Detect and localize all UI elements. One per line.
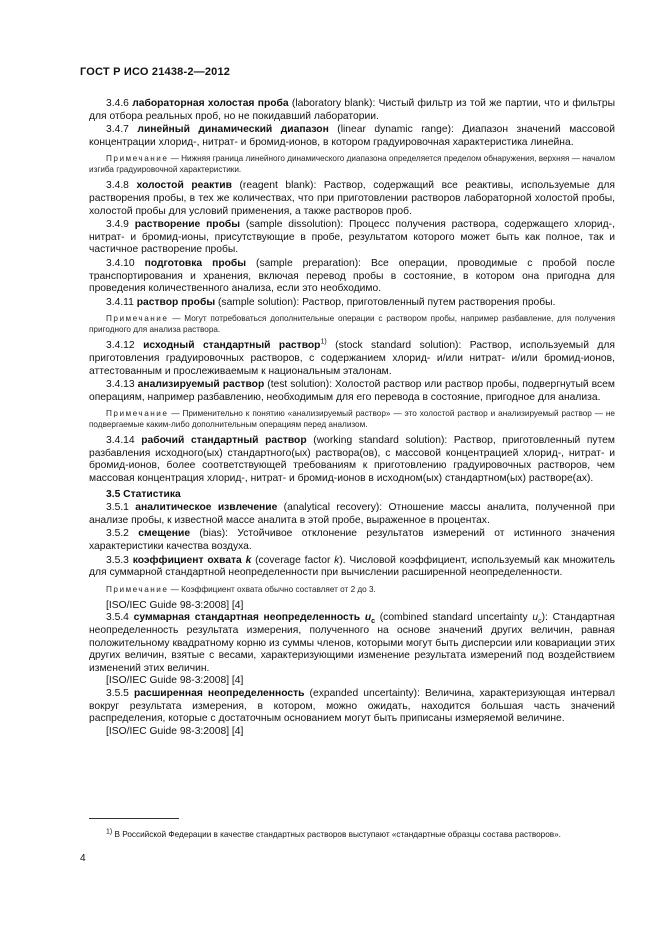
term: линейный динамический диапазон	[137, 124, 329, 136]
term: суммарная стандартная неопределенность	[133, 612, 361, 624]
definition-3-4-10	[89, 258, 615, 296]
footnote-mark: 1)	[106, 828, 113, 836]
term-symbol: k	[245, 554, 252, 566]
note-text: — Могут потребоваться дополнительные операции с раствором пробы, например разбавление, для получения пригодного для анализа раствора.	[89, 314, 615, 335]
definition-3-5-2	[89, 528, 615, 553]
term: смещение	[138, 528, 191, 540]
footnote	[89, 829, 615, 840]
definition-text-pre: (combined standard uncertainty	[375, 612, 533, 624]
inline-symbol: u	[532, 612, 539, 624]
definition-3-5-5	[89, 688, 615, 726]
document-body	[89, 98, 615, 738]
clause-number: 3.5.2	[106, 528, 129, 540]
definition-text-pre: (coverage factor	[251, 554, 335, 566]
clause-number: 3.4.10	[106, 257, 135, 269]
term: холостой реактив	[136, 180, 232, 192]
term: подготовка пробы	[144, 257, 247, 269]
definition-3-4-13	[89, 379, 615, 404]
footnote-reference[interactable]: 1)	[320, 338, 327, 346]
definition-text: (analytical recovery): Отношение массы аналита, полученной при анализе пробы, к известной массе аналита в этой пробе, выраженное в процентах.	[89, 502, 615, 526]
term: расширенная неопределенность	[133, 687, 305, 699]
note-1	[89, 153, 615, 175]
clause-number: 3.4.6	[106, 98, 129, 109]
definition-text: ). Числовой коэффициент, используемый как множитель для суммарной стандартной неопределенности при вычислении расширенной неопределенности.	[89, 554, 615, 579]
note-text: — Нижняя граница линейного динамического диапазона определяется пределом обнаружения, верхняя — началом изгиба градуировочной характеристики.	[89, 154, 615, 175]
clause-number: 3.4.13	[106, 379, 135, 391]
term: анализируемый раствор	[137, 379, 265, 391]
term: аналитическое извлечение	[135, 502, 278, 514]
definition-text: (reagent blank): Раствор, содержащий все реактивы, используемые для растворения пробы, в тех же количествах, что при приготовлении растворов лабораторной холостой пробы, холостой пробы для условий применения, а также растворов проб.	[89, 180, 615, 217]
clause-number: 3.4.11	[106, 296, 134, 308]
definition-text: (linear dynamic range): Диапазон значений массовой концентрации хлорид-, нитрат- и бромид-ионов, в котором градуировочная характеристика линейна.	[89, 124, 615, 148]
definition-3-5-1	[89, 502, 615, 527]
note-label: Примечание	[106, 154, 169, 164]
definition-text: (sample dissolution): Процесс получения раствора, содержащего хлорид-, нитрат- и бромид-ионы, присутствующие в пробе, результатом которого может быть как полное, так и частичное растворение пробы.	[89, 219, 615, 256]
definition-text: (stock standard solution): Раствор, используемый для приготовления градуировочных растворов, с содержанием хлорид- и/или нитрат- и/или бромид-ионов, аттестованным и прослеживаемым к национальным эталонам.	[89, 340, 615, 377]
definition-text: (bias): Устойчивое отклонение результатов измерений от истинного значения характеристики качества воздуха.	[89, 528, 615, 553]
inline-symbol-subscript: c	[538, 618, 542, 626]
term: рабочий стандартный раствор	[141, 435, 307, 447]
note-label: Примечание	[106, 314, 169, 324]
definition-text: (laboratory blank): Чистый фильтр из той же партии, что и фильтры для отбора реальных проб, но не покидавший лаборатории.	[89, 98, 615, 122]
term-symbol: u	[364, 612, 372, 624]
clause-number: 3.4.8	[106, 180, 129, 192]
term: коэффициент охвата	[132, 554, 242, 566]
definition-3-4-14	[89, 435, 615, 485]
definition-text: (test solution): Холостой раствор или раствор пробы, подвергнутый всем операциям, например разбавлению, необходимым для его перевода в состояние, пригодное для анализа.	[89, 379, 615, 403]
reference-3: [ISO/IEC Guide 98-3:2008] [4]	[106, 725, 244, 737]
note-3	[89, 408, 615, 430]
term: растворение пробы	[134, 219, 241, 231]
footnote-separator	[89, 818, 179, 819]
definition-3-4-12	[89, 340, 615, 378]
note-text: — Применительно к понятию «анализируемый раствор» — это холостой раствор и анализируемый раствор — не подвергаемые каким-либо дополнительным операциям перед анализом.	[89, 409, 615, 430]
note-label: Примечание	[106, 584, 169, 594]
note-text: — Коэффициент охвата обычно составляет от 2 до 3.	[168, 584, 376, 594]
note-4	[89, 584, 615, 595]
definition-3-5-4	[89, 612, 615, 675]
clause-number: 3.4.9	[106, 219, 129, 231]
clause-number: 3.4.14	[106, 435, 135, 447]
term: лабораторная холостая проба	[132, 98, 289, 109]
document-header: ГОСТ Р ИСО 21438-2—2012	[80, 66, 231, 78]
clause-number: 3.4.12	[106, 340, 135, 352]
inline-symbol: k	[334, 554, 340, 566]
reference-1: [ISO/IEC Guide 98-3:2008] [4]	[106, 599, 244, 611]
clause-number: 3.5.5	[106, 687, 129, 699]
clause-number: 3.5.1	[106, 502, 129, 514]
definition-3-4-9	[89, 219, 615, 257]
term: раствор пробы	[136, 296, 216, 308]
term: исходный стандартный раствор	[143, 340, 321, 352]
definition-3-4-8	[89, 180, 615, 218]
definition-3-5-3	[89, 555, 615, 580]
definition-text: (working standard solution): Раствор, приготовленный путем разбавления исходного(ых) стандартного(ых) раствора(ов), с массовой концентрацией хлорид-, нитрат- и бромид-ионов, более соответствующей требованиям к приготовлению градуировочных растворов, чем массовая концентрация хлорид-, нитрат- и бромид-ионов в исходном(ых) стандартном(ых) растворе(ах).	[89, 435, 615, 485]
note-2	[89, 313, 615, 335]
definition-text: (sample solution): Раствор, приготовленный путем растворения пробы.	[215, 296, 556, 308]
definition-3-4-11	[89, 297, 615, 310]
clause-number: 3.5.3	[106, 554, 129, 566]
definition-text: (sample preparation): Все операции, проводимые с пробой после транспортирования и хранения, включая перевод пробы в состояние, в котором она пригодна для проведения количественного анализа, если это необходимо.	[89, 257, 615, 295]
reference-2: [ISO/IEC Guide 98-3:2008] [4]	[106, 675, 244, 687]
term-symbol-subscript: c	[371, 618, 376, 626]
note-label: Примечание	[106, 409, 169, 419]
page-number: 4	[80, 853, 86, 864]
footnote-text: В Российской Федерации в качестве стандартных растворов выступают «стандартные образцы состава растворов».	[112, 830, 561, 840]
clause-number: 3.5.4	[106, 612, 129, 624]
section-heading-3-5: 3.5 Статистика	[106, 488, 181, 500]
definition-text: (expanded uncertainty): Величина, характеризующая интервал вокруг результата измерения, в котором, можно ожидать, находится большая часть значений распределения, которые с достаточным основанием могут быть приписаны измеряемой величине.	[89, 687, 616, 725]
definition-3-4-7	[89, 124, 615, 149]
definition-3-4-6	[89, 98, 615, 123]
definition-text: ): Стандартная неопределенность результата измерения, полученного на основе значений других величин, равная положительному квадратному корню из суммы членов, которыми могут быть дисперсии или ковариации этих других величин, взятые с весами, характеризующими изменение результата измерений под воздействием изменений этих величин.	[89, 612, 615, 674]
clause-number: 3.4.7	[106, 124, 129, 136]
